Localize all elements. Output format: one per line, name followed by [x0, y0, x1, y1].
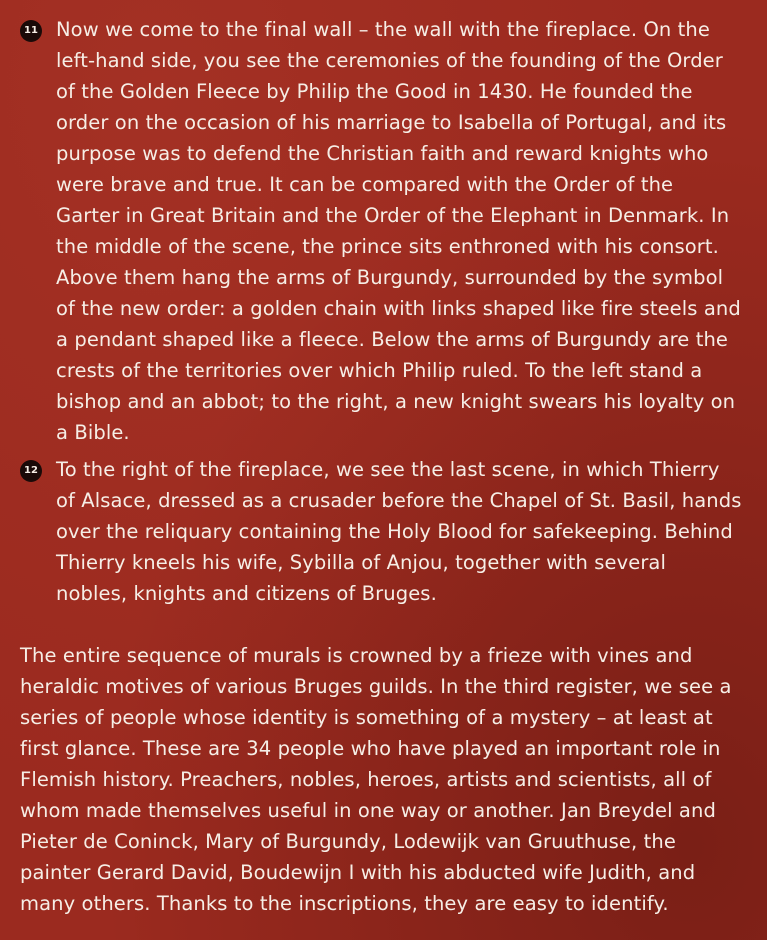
closing-paragraph: The entire sequence of murals is crowned by a frieze with vines and heraldic motives of various Bruges guilds. In the third register, we see a series of people whose identity is something of a mystery – at least at first glance. These are 34 people who have played an important role in Flemish history. Preachers, nobles, heroes, artists and scientists, all of whom made themselves useful in one way or another. Jan Breydel and Pieter de Coninck, Mary of Burgundy, Lodewijk van Gruuthuse, the painter Gerard David, Boudewijn I with his abducted wife Judith, and many others. Thanks to the inscriptions, they are easy to identify. [20, 644, 732, 915]
entry-number-badge: 12 [20, 460, 42, 482]
entry-text: Now we come to the final wall – the wall with the fireplace. On the left-hand side, you see the ceremonies of the founding of the Order of the Golden Fleece by Philip the Good in 1430. He founded the order on the occasion of his marriage to Isabella of Portugal, and its purpose was to defend the Christian faith and reward knights who were brave and true. It can be compared with the Order of the Garter in Great Britain and the Order of the Elephant in Denmark. In the middle of the scene, the prince sits enthroned with his consort. Above them hang the arms of Burgundy, surrounded by the symbol of the new order: a golden chain with links shaped like fire steels and a pendant shaped like a fleece. Below the arms of Burgundy are the crests of the territories over which Philip ruled. To the left stand a bishop and an abbot; to the right, a new knight swears his loyalty on a Bible. [56, 18, 741, 444]
entry-text: To the right of the fireplace, we see the last scene, in which Thierry of Alsace, dressed as a crusader before the Chapel of St. Basil, hands over the reliquary containing the Holy Blood for safekeeping. Behind Thierry kneels his wife, Sybilla of Anjou, together with several nobles, knights and citizens of Bruges. [56, 458, 742, 605]
entry-number-badge: 11 [20, 20, 42, 42]
entry-11 [20, 14, 742, 448]
entry-12 [20, 454, 742, 609]
